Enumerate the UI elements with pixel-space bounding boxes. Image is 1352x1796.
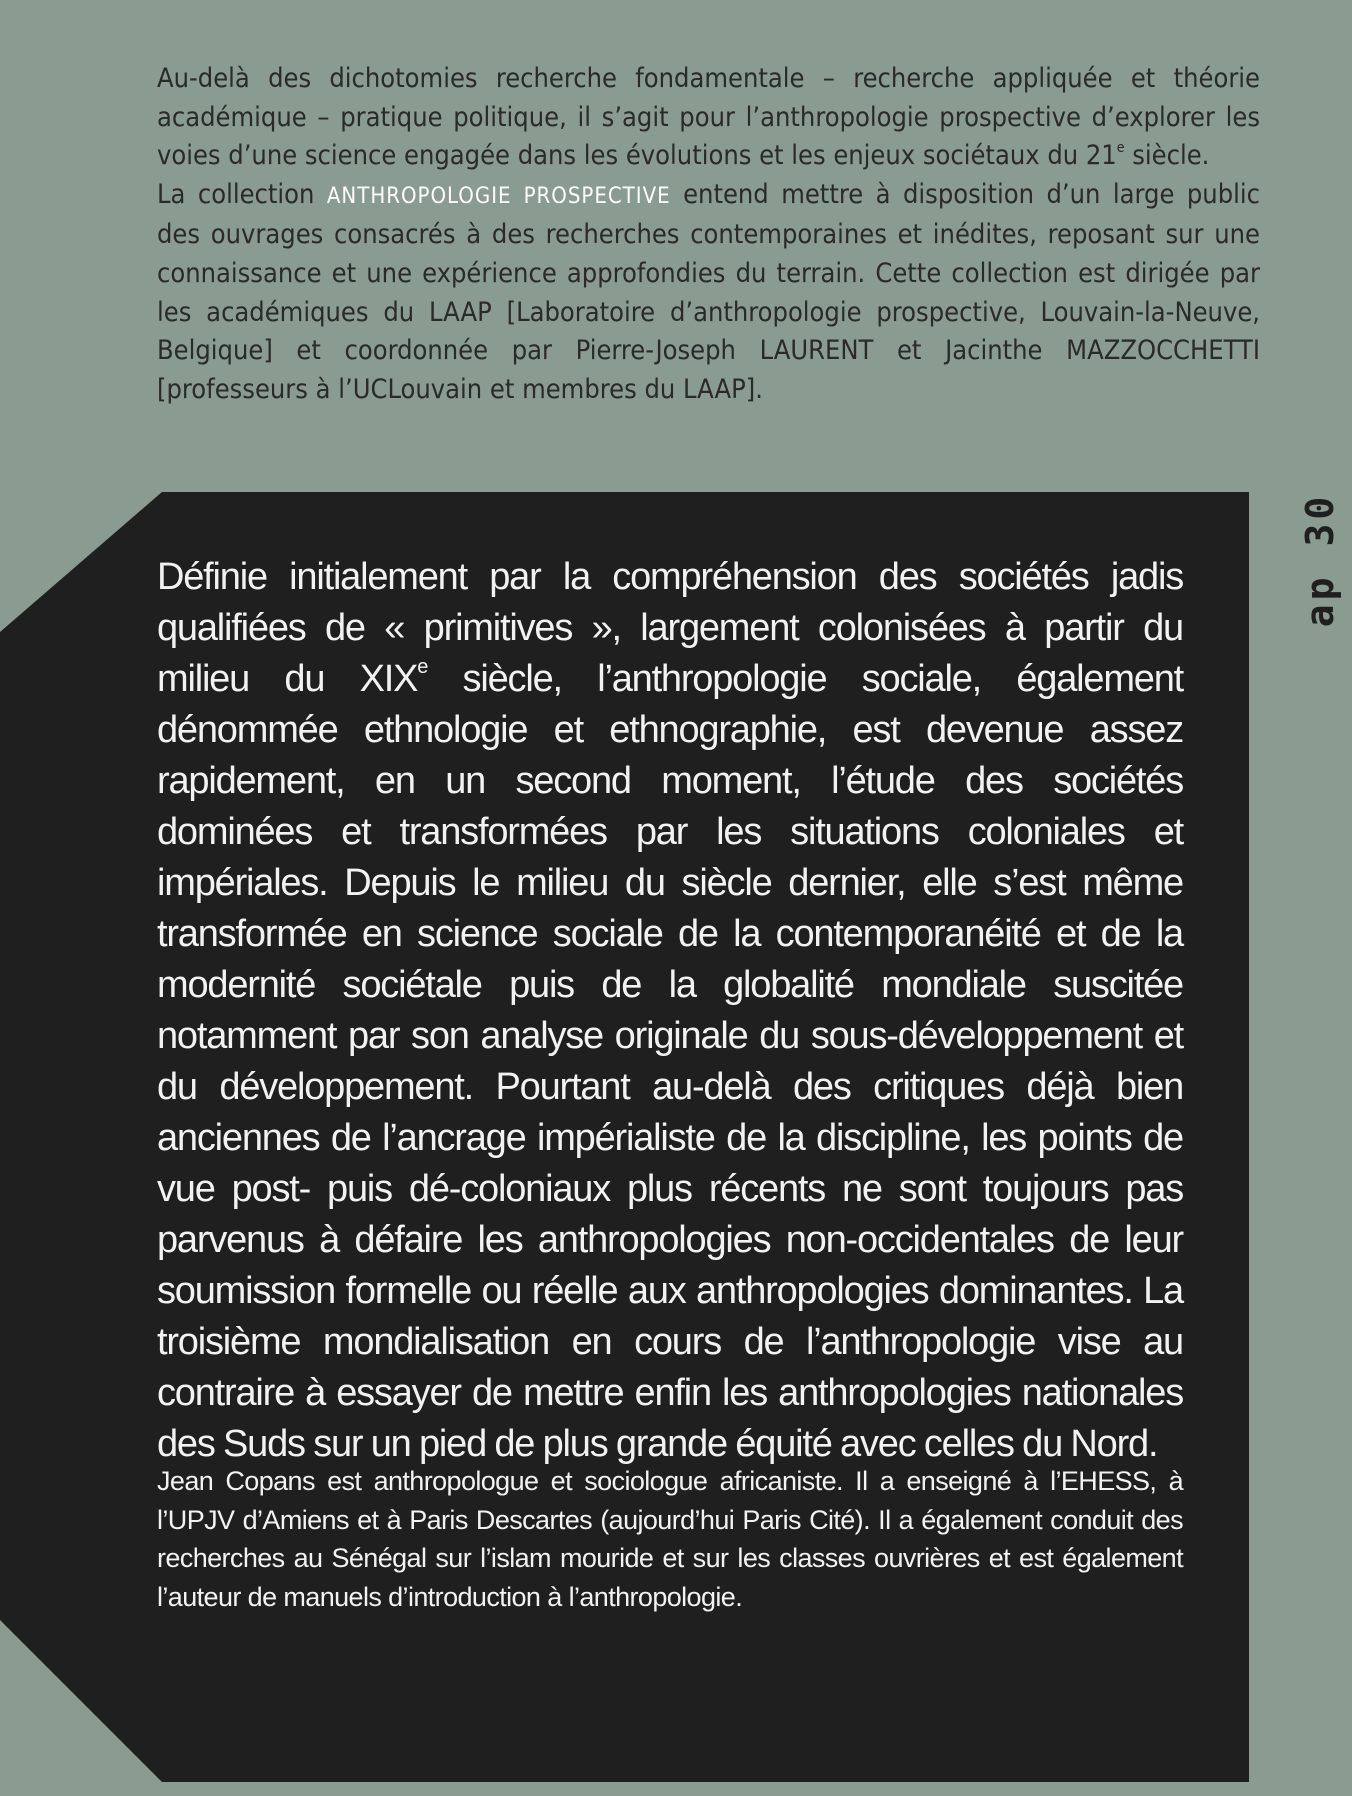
mission-text-start: La collection: [157, 178, 327, 210]
series-number-label: [1300, 490, 1340, 630]
author-bio: Jean Copans est anthropologue et sociologue africaniste. Il a enseigné à l’EHESS, à l’UPJV d’Amiens et à Paris Descartes (aujourd’hui Paris Cité). Il a également conduit des recherches au Sénégal sur l’islam mouride et sur les classes ouvrières et est également l’auteur de manuels d’introduction à l’anthropologie.: [157, 1466, 1183, 1612]
intro-text: Au-delà des dichotomies recherche fondamentale – recherche appliquée et théorie académique – pratique politique, il s’agit pour l’anthropologie prospective d’explorer les voies d’une science engagée dans les évolutions et les enjeux sociétaux du 21: [157, 63, 1260, 172]
century-superscript: e: [1116, 140, 1125, 157]
century-superscript: e: [417, 656, 428, 679]
series-number-text: ap 30: [1298, 492, 1342, 628]
summary-text: Définie initialement par la compréhension des sociétés jadis qualifiées de « primitives », largement colonisées à partir du milieu du XIX: [157, 556, 1183, 700]
collection-name: ANTHROPOLOGIE PROSPECTIVE: [326, 183, 671, 209]
collection-mission-paragraph: [157, 176, 1260, 410]
mission-text: entend mettre à disposition d’un large public des ouvrages consacrés à des recherches contemporaines et inédites, reposant sur une connaissance et une expérience approfondies du terrain. Cette collection est dirigée par les académiques du LAAP [Laboratoire d’anthropologie prospective, Louvain-la-Neuve, Belgique] et coordonnée par Pierre-Joseph LAURENT et Jacinthe MAZZOCCHETTI [professeurs à l’UCLouvain et membres du LAAP].: [157, 178, 1260, 405]
summary-text-continued: siècle, l’anthropologie sociale, également dénommée ethnologie et ethnographie, est devenue assez rapidement, en un second moment, l’étude des sociétés dominées et transformées par les situations coloniales et impériales. Depuis le milieu du siècle dernier, elle s’est même transformée en science sociale de la contemporanéité et de la modernité sociétale puis de la globalité mondiale suscitée notamment par son analyse originale du sous-développement et du développement. Pourtant au-delà des critiques déjà bien anciennes de l’ancrage impérialiste de la discipline, les points de vue post- puis dé-coloniaux plus récents ne sont toujours pas parvenus à défaire les anthropologies non-occidentales de leur soumission formelle ou réelle aux anthropologies dominantes. La troisième mondialisation en cours de l’anthropologie vise au contraire à essayer de mettre enfin les anthropologies nationales des Suds sur un pied de plus grande équité avec celles du Nord.: [157, 658, 1183, 1465]
book-summary: [157, 552, 1183, 1470]
collection-description: [157, 60, 1260, 409]
collection-intro-paragraph: [157, 60, 1260, 176]
intro-text-end: siècle.: [1124, 140, 1210, 172]
